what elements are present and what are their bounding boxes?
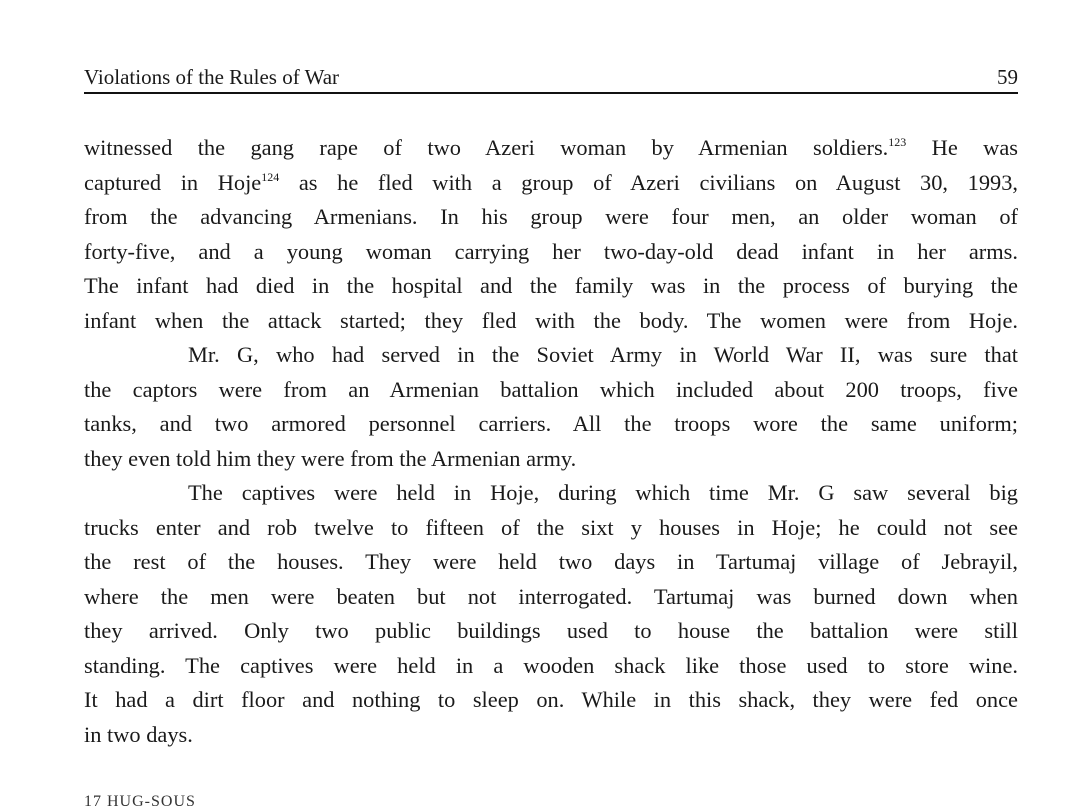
text-line: tanks, and two armored personnel carriers. All the troops wore the same uniform; — [84, 411, 1018, 436]
footnote-ref-123[interactable]: 123 — [888, 135, 907, 149]
text-line: where the men were beaten but not interrogated. Tartumaj was burned down when — [84, 583, 1018, 609]
text-line: The infant had died in the hospital and the family was in the process of burying the — [84, 273, 1018, 298]
text-line: in two days. — [84, 721, 193, 747]
text-line: they arrived. Only two public buildings used to house the battalion were still — [84, 618, 1018, 643]
text-line: the captors were from an Armenian battalion which included about 200 troops, five — [84, 376, 1018, 402]
footnote-ref-124[interactable]: 124 — [261, 169, 280, 184]
text-line: trucks enter and rob twelve to fifteen of the sixt y houses in Hoje; he could not see — [84, 514, 1018, 540]
running-header — [84, 62, 1018, 94]
text-line: forty-five, and a young woman carrying her two-day-old dead infant in her arms. — [84, 238, 1018, 264]
text-line: Mr. G, who had served in the Soviet Army in World War II, was sure that — [188, 342, 1018, 367]
text-line: they even told him they were from the Armenian army. — [84, 445, 577, 471]
text-line: the rest of the houses. They were held two days in Tartumaj village of Jebrayil, — [84, 549, 1018, 574]
body-text — [84, 131, 1018, 752]
text-line: witnessed the gang rape of two Azeri woman by Armenian soldiers.$^{123}$ He was — [84, 135, 1019, 160]
text-line: It had a dirt floor and nothing to sleep on. While in this shack, they were fed once — [84, 687, 1018, 712]
page-number: 59 — [997, 65, 1018, 89]
header-title: Violations of the Rules of War — [84, 65, 340, 89]
text-line: from the advancing Armenians. In his group were four men, an older woman of — [84, 204, 1018, 229]
text-line: infant when the attack started; they fled with the body. The women were from Hoje. — [84, 307, 1018, 333]
text-line: standing. The captives were held in a wooden shack like those used to store wine. — [84, 652, 1018, 678]
text-line: captured in Hoje$^{124}$ as he fled with a group of Azeri civilians on August 30, 1993, — [84, 169, 1019, 195]
footnote-fragment: 17 HUG-SOUS — [84, 793, 196, 810]
text-line: The captives were held in Hoje, during which time Mr. G saw several big — [188, 480, 1018, 505]
